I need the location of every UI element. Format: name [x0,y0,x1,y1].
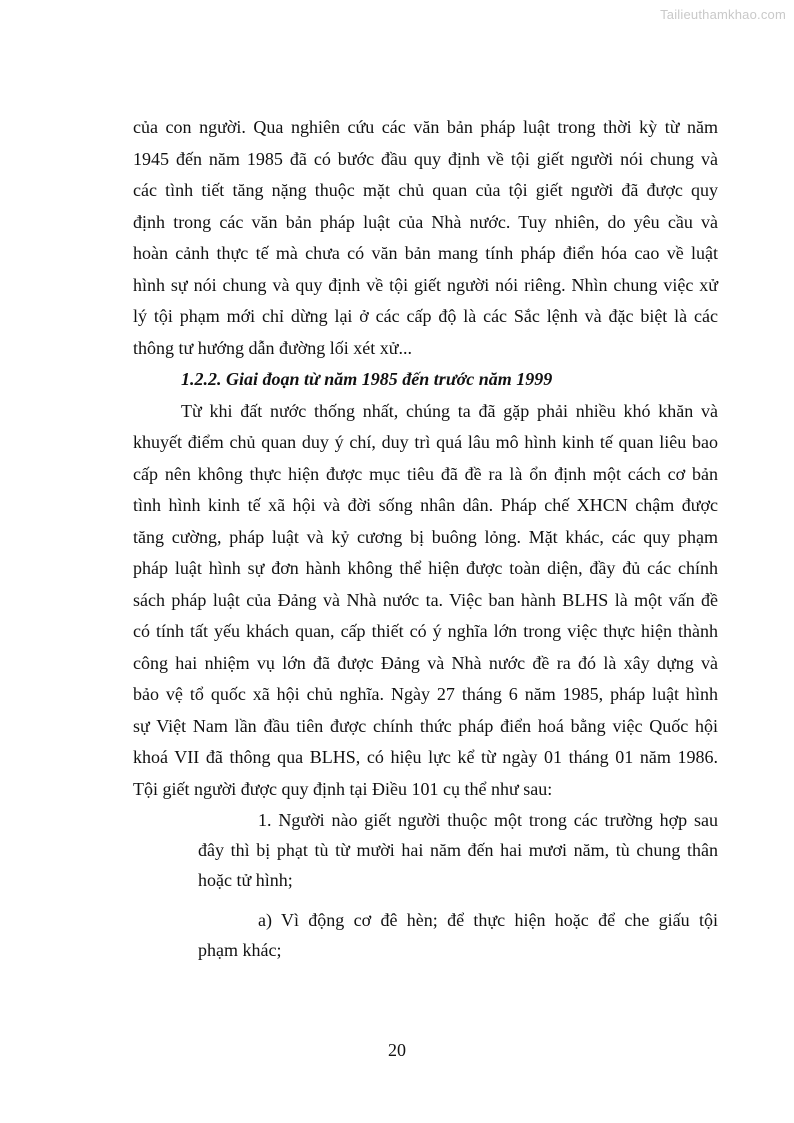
paragraph-context [133,396,718,806]
quote-spacer [198,895,718,905]
watermark-text: Tailieuthamkhao.com [660,7,786,22]
text-line: sự Việt Nam lần đầu tiên được chính thức pháp điển hoá bằng việc Quốc hội [133,715,718,736]
quote-line: hoặc tử hình; [198,870,293,890]
text-line: hình sự nói chung và quy định về tội giết người nói riêng. Nhìn chung việc xử [133,274,718,295]
text-line: công hai nhiệm vụ lớn đã được Đảng và Nhà nước đề ra đó là xây dựng và [133,652,718,673]
text-line: có tính tất yếu khách quan, cấp thiết có ý nghĩa lớn trong việc thực hiện thành [133,621,718,641]
paragraph-intro [133,112,718,364]
text-line: định trong các văn bản pháp luật của Nhà nước. Tuy nhiên, do yêu cầu và [133,211,718,232]
page-number: 20 [388,1040,406,1060]
text-line: Tội giết người được quy định tại Điều 101 cụ thể như sau: [133,778,553,799]
text-line: 1945 đến năm 1985 đã có bước đầu quy định về tội giết người nói chung và [133,148,718,169]
text-line: bảo vệ tổ quốc xã hội chủ nghĩa. Ngày 27 tháng 6 năm 1985, pháp luật hình [133,684,718,704]
text-line: các tình tiết tăng nặng thuộc mặt chủ quan của tội giết người đã được quy [133,180,718,200]
text-line: hoàn cảnh thực tế mà chưa có văn bản mang tính pháp điển hóa cao về luật [133,243,718,263]
quote-line: a) Vì động cơ đê hèn; để thực hiện hoặc để che giấu tội [258,910,718,930]
quote-line: 1. Người nào giết người thuộc một trong các trường hợp sau [258,810,718,830]
text-line: pháp luật hình sự đơn hành không thể hiện được toàn diện, đầy đủ các chính [133,558,718,578]
text-line: khuyết điểm chủ quan duy ý chí, duy trì quá lâu mô hình kinh tế quan liêu bao [133,432,718,452]
text-line: tình hình kinh tế xã hội và đời sống nhân dân. Pháp chế XHCN chậm được [133,495,718,515]
quote-line: đây thì bị phạt tù từ mười hai năm đến hai mươi năm, tù chung thân [198,840,718,860]
text-line: thông tư hướng dẫn đường lối xét xử... [133,337,413,358]
text-line: sách pháp luật của Đảng và Nhà nước ta. Việc ban hành BLHS là một vấn đề [133,589,718,610]
text-line: cấp nên không thực hiện được mục tiêu đã đề ra là ổn định một cách cơ bản [133,463,718,484]
legal-quote [133,805,718,965]
quote-line: phạm khác; [198,940,282,960]
section-heading: 1.2.2. Giai đoạn từ năm 1985 đến trước năm 1999 [181,369,553,389]
text-line: tăng cường, pháp luật và kỷ cương bị buông lỏng. Mặt khác, các quy phạm [133,526,718,547]
text-line: Từ khi đất nước thống nhất, chúng ta đã gặp phải nhiều khó khăn và [181,400,718,421]
text-line: của con người. Qua nghiên cứu các văn bản pháp luật trong thời kỳ từ năm [133,117,718,137]
text-line: lý tội phạm mới chỉ dừng lại ở các cấp độ là các Sắc lệnh và đặc biệt là các [133,306,718,326]
text-line: khoá VII đã thông qua BLHS, có hiệu lực kể từ ngày 01 tháng 01 năm 1986. [133,747,718,767]
document-body [133,112,718,965]
